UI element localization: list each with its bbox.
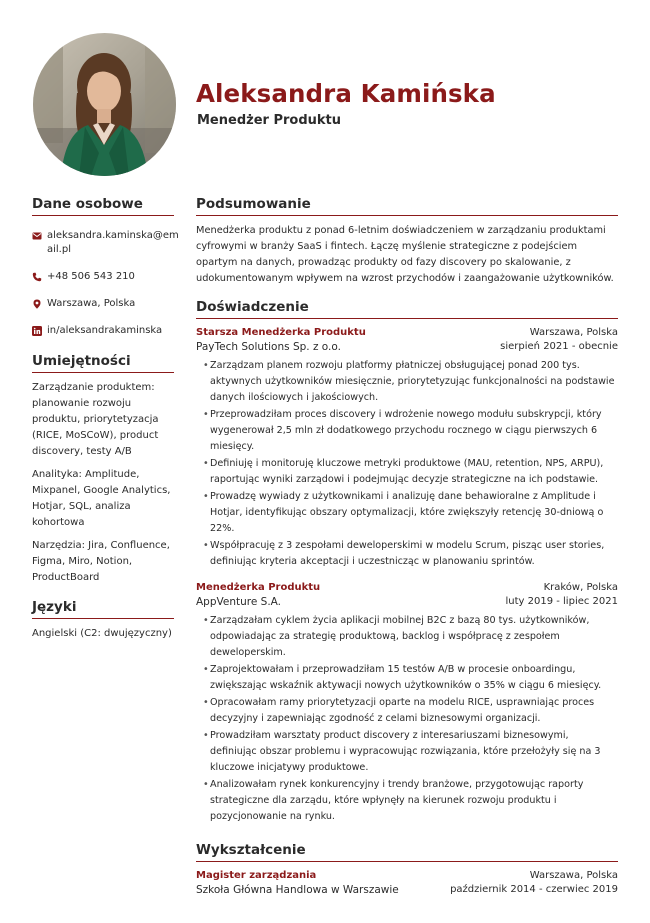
job-bullet: • Prowadzę wywiady z użytkownikami i analizuję dane behawioralne z Amplitude i Hotjar, identyfikując obszary optymalizacji, które zwiększyły retencję 30-dniową o 22%. <box>210 489 618 537</box>
linkedin-icon <box>32 326 42 336</box>
experience-section-title: Doświadczenie <box>196 299 618 319</box>
education-entry <box>196 869 618 897</box>
job-company: PayTech Solutions Sp. z o.o. <box>196 341 341 353</box>
skill-item: Analityka: Amplitude, Mixpanel, Google Analytics, Hotjar, SQL, analiza kohortowa <box>32 469 171 528</box>
job-location: Warszawa, Polska <box>529 327 618 338</box>
job-bullets <box>196 358 618 570</box>
candidate-role: Menedżer Produktu <box>197 113 341 128</box>
job-bullet: • Zarządzam planem rozwoju platformy płatniczej obsługującej ponad 200 tys. aktywnych użytkowników miesięcznie, priorytetyzując funkcjonalności na podstawie danych ilościowych i jakościowych. <box>210 358 618 406</box>
envelope-icon <box>32 231 42 241</box>
job-entry <box>196 326 618 570</box>
job-bullet: • Analizowałam rynek konkurencyjny i trendy branżowe, przygotowując raporty strategiczne dla zarządu, które wpłynęły na kierunek rozwoju produktu i pozycjonowanie na rynku. <box>210 777 618 825</box>
phone-text: +48 506 543 210 <box>47 271 135 282</box>
main-column <box>196 196 618 897</box>
email-text: aleksandra.kaminska@em ail.pl <box>47 230 179 255</box>
job-bullet: • Przeprowadziłam proces discovery i wdrożenie nowego modułu subskrypcji, który wygenerował 2,5 mln zł dodatkowego przychodu rocznego w ciągu pierwszych 6 miesięcy. <box>210 407 618 455</box>
school: Szkoła Główna Handlowa w Warszawie <box>196 884 399 896</box>
job-dates: luty 2019 - lipiec 2021 <box>505 596 618 607</box>
contact-email[interactable] <box>32 229 179 257</box>
job-company: AppVenture S.A. <box>196 596 281 608</box>
job-title: Menedżerka Produktu <box>196 582 321 593</box>
job-bullets <box>196 613 618 825</box>
personal-section-title: Dane osobowe <box>32 196 174 216</box>
education-section-title: Wykształcenie <box>196 842 618 862</box>
education-location: Warszawa, Polska <box>529 870 618 881</box>
contact-phone[interactable] <box>32 270 174 284</box>
job-bullet: • Opracowałam ramy priorytetyzacji oparte na modelu RICE, usprawniając proces decyzyjny i zapewniając zgodność z celami biznesowymi organizacji. <box>210 695 618 727</box>
job-location: Kraków, Polska <box>543 582 618 593</box>
degree: Magister zarządzania <box>196 870 317 881</box>
language-item: Angielski (C2: dwujęzyczny) <box>32 628 172 639</box>
skill-item: Narzędzia: Jira, Confluence, Figma, Miro, Notion, ProductBoard <box>32 540 170 583</box>
job-title: Starsza Menedżerka Produktu <box>196 327 366 338</box>
sidebar <box>32 196 179 649</box>
job-dates: sierpień 2021 - obecnie <box>500 341 618 352</box>
skill-item: Zarządzanie produktem: planowanie rozwoju produktu, priorytetyzacja (RICE, MoSCoW), product discovery, testy A/B <box>32 382 159 457</box>
job-entry <box>196 581 618 825</box>
education-dates: październik 2014 - czerwiec 2019 <box>450 884 618 895</box>
candidate-name: Aleksandra Kamińska <box>196 79 496 108</box>
summary-text: Menedżerka produktu z ponad 6-letnim doświadczeniem w zarządzaniu produktami cyfrowymi w branży SaaS i fintech. Łączę myślenie strategiczne z podejściem opartym na danych, prowadząc produkty od fazy discovery po skalowanie, z udokumentowanym wpływem na wzrost przychodów i zaangażowanie użytkowników. <box>196 225 614 284</box>
location-text: Warszawa, Polska <box>47 298 136 309</box>
profile-photo <box>33 33 176 176</box>
summary-section-title: Podsumowanie <box>196 196 618 216</box>
job-bullet: • Definiuję i monitoruję kluczowe metryki produktowe (MAU, retention, NPS, ARPU), raportując wyniki zarządowi i podejmując decyzje strategiczne na ich podstawie. <box>210 456 618 488</box>
languages-section-title: Języki <box>32 599 174 619</box>
phone-icon <box>32 272 42 282</box>
skills-section-title: Umiejętności <box>32 353 174 373</box>
contact-linkedin[interactable] <box>32 324 174 338</box>
job-bullet: • Prowadziłam warsztaty product discovery z interesariuszami biznesowymi, definiując obszar problemu i wypracowując rozwiązania, które przełożyły się na 3 kluczowe inicjatywy produktowe. <box>210 728 618 776</box>
job-bullet: • Zarządzałam cyklem życia aplikacji mobilnej B2C z bazą 80 tys. użytkowników, odpowiadając za strategię produktową, backlog i współpracę z zespołem deweloperskim. <box>210 613 618 661</box>
contact-location <box>32 297 174 311</box>
linkedin-text: in/aleksandrakaminska <box>47 325 163 336</box>
job-bullet: • Współpracuję z 3 zespołami deweloperskimi w modelu Scrum, pisząc user stories, definiując kryteria akceptacji i uczestnicząc w planowaniu sprintów. <box>210 538 618 570</box>
job-bullet: • Zaprojektowałam i przeprowadziłam 15 testów A/B w procesie onboardingu, zwiększając wskaźnik aktywacji nowych użytkowników o 35% w ciągu 6 miesięcy. <box>210 662 618 694</box>
location-pin-icon <box>32 299 42 309</box>
